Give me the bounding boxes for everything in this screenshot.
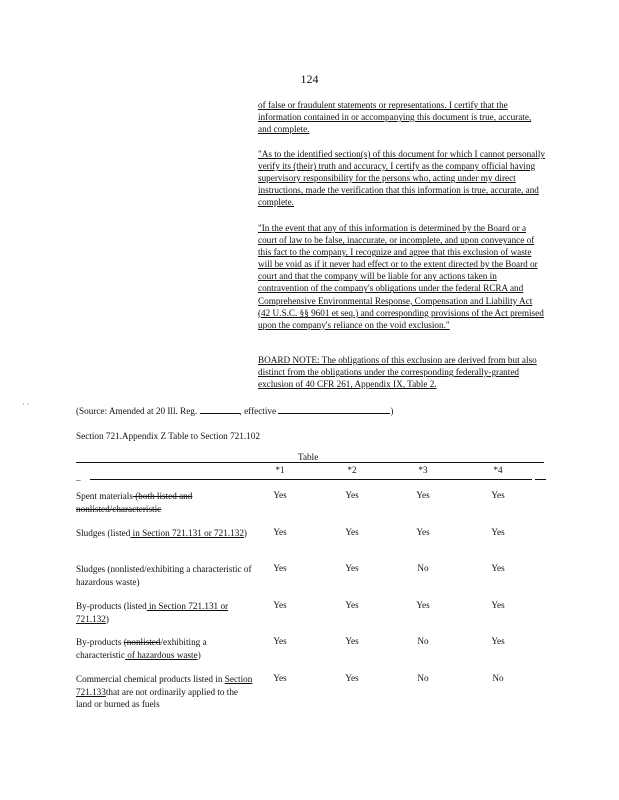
blank-line [278,404,390,414]
table-cell: Yes [273,673,287,683]
table-row-label: Sludges (listed in Section 721.131 or 721.132) [76,528,247,538]
section-title: Section 721.Appendix Z Table to Section 721.102 [76,431,260,441]
table-cell: Yes [416,600,430,610]
table-cell: No [417,563,429,573]
table-dash: _ [76,472,81,482]
table-cell: Yes [416,490,430,500]
table-cell: Yes [491,527,505,537]
table-row-label: Commercial chemical products listed in Section 721.133that are not ordinarily applied to the land or burned as fuels [76,674,253,709]
blank-line [200,404,240,414]
table-cell: Yes [273,636,287,646]
column-header: *2 [347,465,357,475]
table-rule-header-end [535,479,546,480]
column-header: *3 [418,465,428,475]
table-row-label: Sludges (nonlisted/exhibiting a characteristic of hazardous waste) [76,564,252,587]
stray-mark: · · [22,400,30,409]
source-prefix: (Source: Amended at 20 Ill. Reg. [76,406,198,416]
table-cell: Yes [491,563,505,573]
table-cell: No [492,673,504,683]
table-cell: Yes [491,490,505,500]
table-cell: Yes [345,563,359,573]
source-note [76,404,393,416]
table-cell: Yes [491,636,505,646]
table-caption: Table [298,452,319,462]
table-cell: Yes [345,636,359,646]
table-cell: Yes [491,600,505,610]
page-number: 124 [300,72,319,86]
column-header: *1 [275,465,285,475]
table-cell: No [417,636,429,646]
table-cell: Yes [273,600,287,610]
table-row-label: By-products (nonlisted/exhibiting a characteristic of hazardous waste) [76,637,207,660]
board-note [258,354,546,390]
table-cell: Yes [345,673,359,683]
paragraph-text: "As to the identified section(s) of this document for which I cannot personally verify its (their) truth and accuracy, I certify as the company official having supervisory responsibility for the persons who, acting under my direct instructions, made the verification that this information is true, accurate, and complete. [258,149,545,208]
certification-paragraph-1 [258,99,546,135]
source-middle: , effective [239,406,277,416]
paragraph-text: BOARD NOTE: The obligations of this exclusion are derived from but also distinct from the obligations under the corresponding federally-granted exclusion of 40 CFR 261, Appendix IX, Table 2. [258,355,537,390]
table-cell: Yes [345,527,359,537]
table-cell: Yes [416,527,430,537]
certification-paragraph-2 [258,148,546,208]
paragraph-text: of false or fraudulent statements or representations. I certify that the information contained in or accompanying this document is true, accurate, and complete. [258,100,532,135]
source-suffix: ) [390,406,394,416]
paragraph-text: "In the event that any of this information is determined by the Board or a court of law to be false, inaccurate, or incomplete, and upon conveyance of this fact to the company, I recognize and agree that this exclusion of waste will be void as if it never had effect or to the extent directed by the Board or court and that the company will be liable for any actions taken in contravention of the company's obligations under the federal RCRA and Comprehensive Environmental Response, Compensation and Liability Act (42 U.S.C. §§ 9601 et seq.) and corresponding provisions of the Act premised upon the company's reliance on the void exclusion." [258,223,544,330]
certification-paragraph-3 [258,222,546,331]
table-cell: Yes [345,490,359,500]
table-row-label: Spent materials (both listed and nonlisted/characteristic [76,491,193,514]
table-cell: Yes [273,490,287,500]
column-header: *4 [493,465,503,475]
table-cell: No [417,673,429,683]
table-cell: Yes [273,527,287,537]
table-cell: Yes [273,563,287,573]
table-rule-top [76,462,544,463]
table-rule-header [90,479,532,480]
table-cell: Yes [345,600,359,610]
table-row-label: By-products (listed in Section 721.131 or 721.132) [76,601,229,624]
